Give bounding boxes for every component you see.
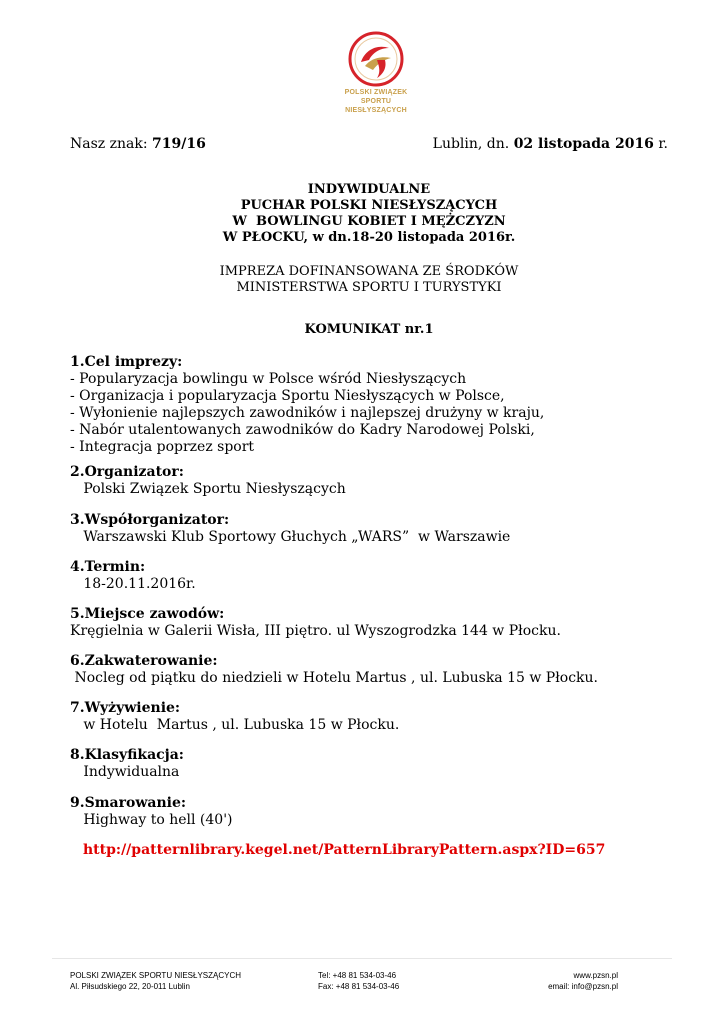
section-organizer <box>70 464 346 498</box>
section-line: - Nabór utalentowanych zawodników do Kadry Narodowej Polski, <box>70 422 535 438</box>
title-line1: INDYWIDUALNE <box>307 182 431 197</box>
logo-text-line1: POLSKI ZWIĄZEK <box>344 89 408 96</box>
section-meals <box>70 700 399 734</box>
section-heading: 6.Zakwaterowanie: <box>70 653 218 669</box>
reference-value: 719/16 <box>152 136 206 152</box>
date-prefix: Lublin, dn. <box>432 136 514 152</box>
section-heading: 8.Klasyfikacja: <box>70 747 184 763</box>
section-line: Kręgielnia w Galerii Wisła, III piętro. ul Wyszogrodzka 144 w Płocku. <box>70 623 561 639</box>
section-line: - Wyłonienie najlepszych zawodników i najlepszej drużyny w kraju, <box>70 405 545 421</box>
section-heading: 2.Organizator: <box>70 464 184 480</box>
funding-line1: IMPREZA DOFINANSOWANA ZE ŚRODKÓW <box>219 264 519 279</box>
section-line: - Organizacja i popularyzacja Sportu Niesłyszących w Polsce, <box>70 388 505 404</box>
footer-organization <box>70 970 241 992</box>
section-heading: 5.Miejsce zawodów: <box>70 606 225 622</box>
date-value: 02 listopada 2016 <box>513 136 654 152</box>
logo-text-line2: SPORTU NIESŁYSZĄCYCH <box>345 98 407 114</box>
funding-line2: MINISTERSTWA SPORTU I TURYSTYKI <box>236 280 502 295</box>
section-heading: 7.Wyżywienie: <box>70 700 181 716</box>
section-line: Nocleg od piątku do niedzieli w Hotelu Martus , ul. Lubuska 15 w Płocku. <box>70 670 598 686</box>
reference-label: Nasz znak: <box>70 136 152 152</box>
section-goal <box>70 354 544 456</box>
section-line: w Hotelu Martus , ul. Lubuska 15 w Płocku. <box>70 717 400 733</box>
footer-contact <box>520 970 618 992</box>
section-accommodation <box>70 653 598 687</box>
title-line3: W BOWLINGU KOBIET I MĘŻCZYZN <box>232 214 506 229</box>
pattern-library-link[interactable]: http://patternlibrary.kegel.net/PatternLibraryPattern.aspx?ID=657 <box>83 842 606 858</box>
section-heading: 3.Współorganizator: <box>70 512 230 528</box>
funding-note <box>70 264 668 296</box>
section-dates <box>70 559 196 593</box>
footer-phone <box>318 970 399 992</box>
document-title <box>70 182 668 246</box>
section-line: Highway to hell (40') <box>70 812 233 828</box>
footer-email-link[interactable]: email: info@pzsn.pl <box>548 982 618 991</box>
title-line2: PUCHAR POLSKI NIESŁYSZĄCYCH <box>240 198 498 213</box>
footer-tel: Tel: +48 81 534-03-46 <box>318 971 397 980</box>
section-line: 18-20.11.2016r. <box>70 576 196 592</box>
section-heading: 4.Termin: <box>70 559 146 575</box>
section-heading: 1.Cel imprezy: <box>70 354 183 370</box>
footer-website-link[interactable]: www.pzsn.pl <box>573 971 618 980</box>
footer-fax: Fax: +48 81 534-03-46 <box>318 982 400 991</box>
section-line: Warszawski Klub Sportowy Głuchych „WARS” w Warszawie <box>70 529 511 545</box>
title-line4: W PŁOCKU, w dn.18-20 listopada 2016r. <box>222 230 516 245</box>
section-classification <box>70 747 184 781</box>
pzsn-logo <box>335 30 417 125</box>
pzsn-emblem-icon <box>347 30 405 88</box>
komunikat-heading: KOMUNIKAT nr.1 <box>304 322 434 337</box>
section-oil-pattern <box>70 795 233 829</box>
section-heading: 9.Smarowanie: <box>70 795 187 811</box>
section-line: Polski Związek Sportu Niesłyszących <box>70 481 346 497</box>
section-line: - Popularyzacja bowlingu w Polsce wśród Niesłyszących <box>70 371 467 387</box>
section-line: - Integracja poprzez sport <box>70 439 255 455</box>
footer-org-name: POLSKI ZWIĄZEK SPORTU NIESŁYSZĄCYCH <box>70 971 241 980</box>
footer-address: Al. Piłsudskiego 22, 20-011 Lublin <box>70 982 190 991</box>
document-date <box>433 136 668 152</box>
reference-number <box>70 136 206 152</box>
section-line: Indywidualna <box>70 764 180 780</box>
date-suffix: r. <box>653 136 668 152</box>
section-venue <box>70 606 561 640</box>
section-co-organizer <box>70 512 510 546</box>
footer-divider <box>52 958 672 959</box>
